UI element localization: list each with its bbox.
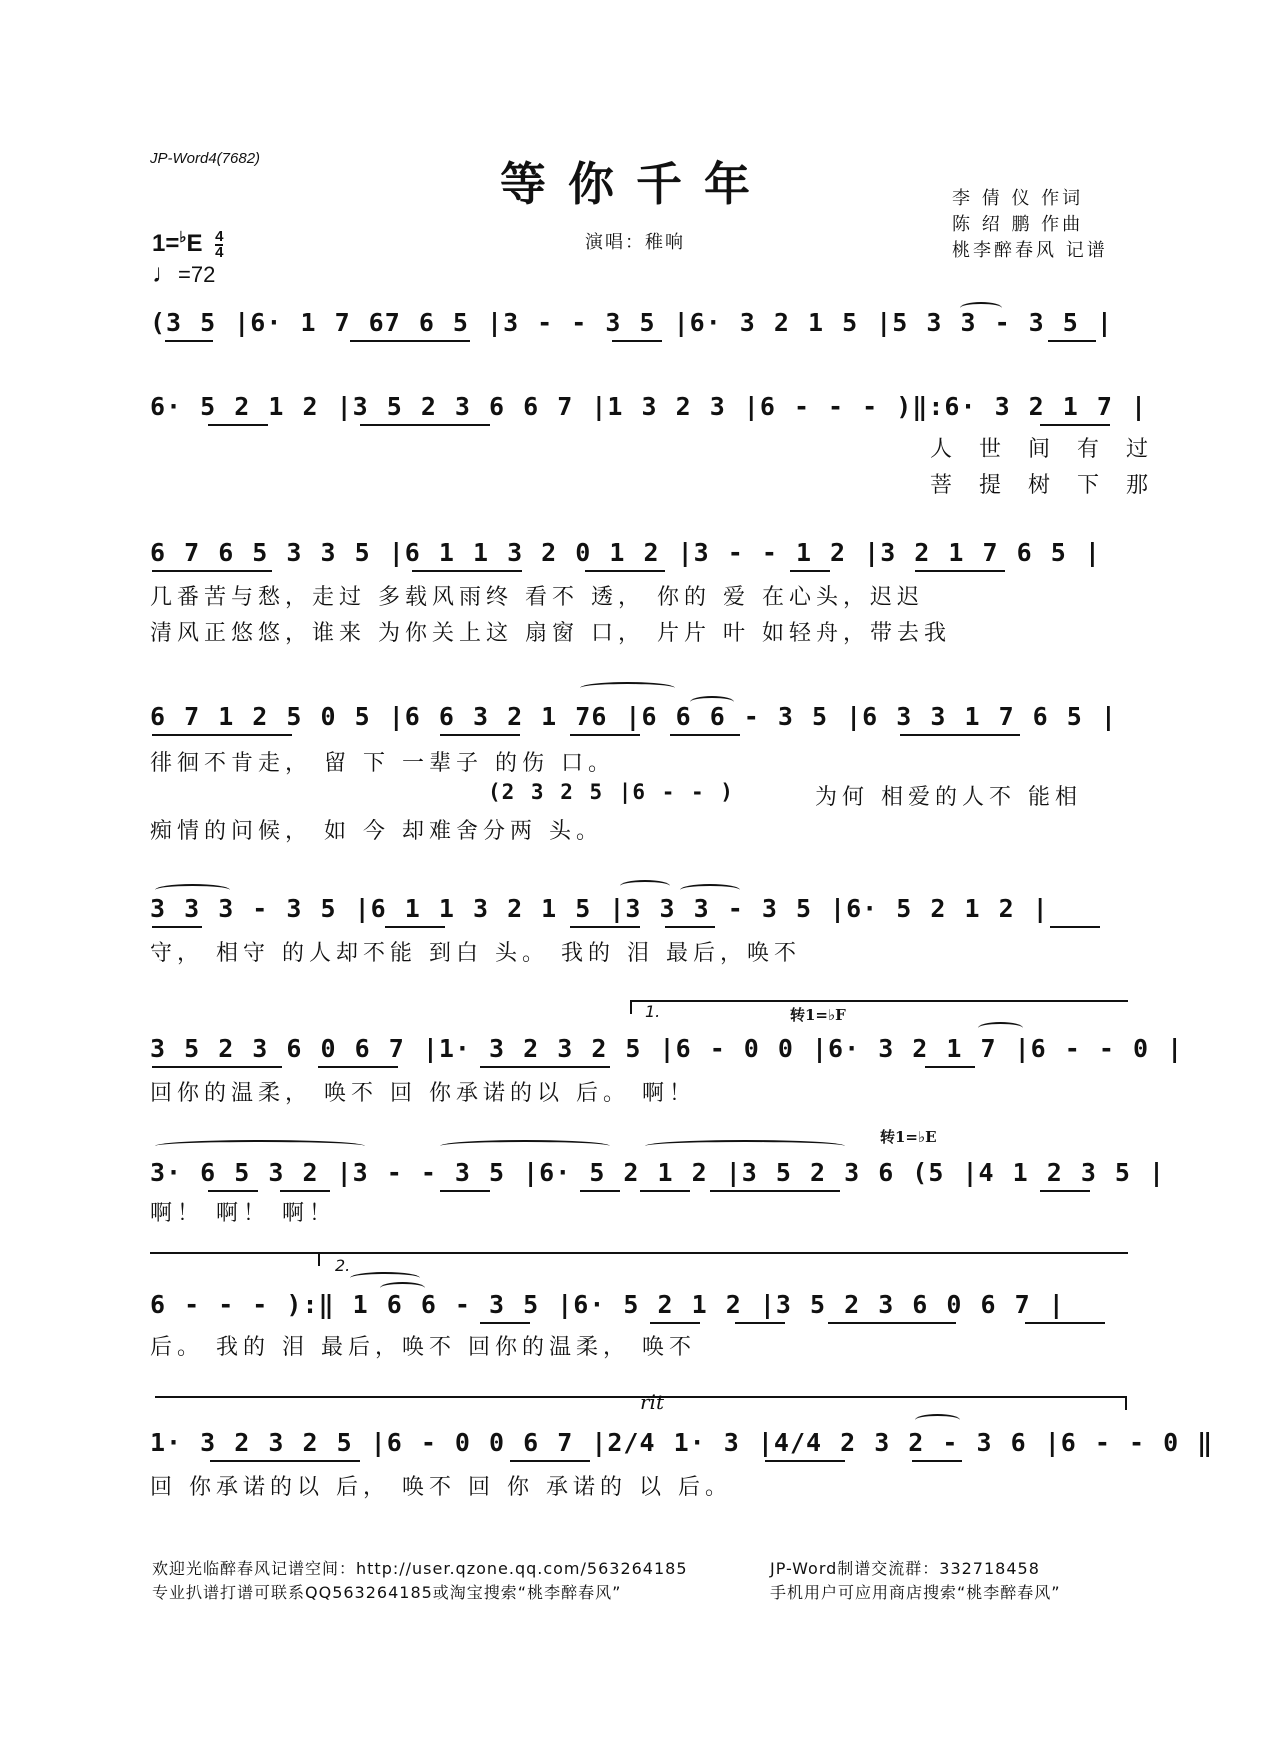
credits-block (952, 186, 1108, 264)
key-signature: 1=♭E $\frac{4}{4}$ (152, 227, 224, 261)
footer-left-line-1: 欢迎光临醉春风记谱空间：http://user.qzone.qq.com/563264185 (152, 1559, 688, 1578)
song-title: 等你千年 (500, 157, 772, 211)
lyric-line-3-verse-1: 几番苦与愁，走过 多载风雨终 看不 透， 你的 爱 在心头，迟迟 (150, 585, 924, 610)
score-line-6: 3 5 2 3 6 0 6 7 |1· 3 2 3 2 5 |6 - 0 0 |6· 3 2 1 7 |6 - - 0 | (150, 1034, 1184, 1063)
lyric-line-7: 啊！ 啊！ 啊！ (150, 1201, 336, 1226)
score-line-1: (3 5 |6· 1 7 67 6 5 |3 - - 3 5 |6· 3 2 1 5 |5 3 3 - 3 5 | (150, 308, 1113, 337)
lyric-line-4-verse-2: 痴情的问候， 如 今 却难舍分两 头。 (150, 819, 603, 844)
lyricist-credit: 李 倩 仪 作词 (952, 188, 1084, 209)
lyric-line-3-verse-2: 清风正悠悠，谁来 为你关上这 扇窗 口， 片片 叶 如轻舟，带去我 (150, 621, 951, 646)
lyric-line-8: 后。 我的 泪 最后，唤不 回你的温柔， 唤不 (150, 1335, 696, 1360)
tempo-marking: ♩=72 (152, 258, 216, 288)
footer-right-line-1: JP-Word制谱交流群：332718458 (770, 1559, 1040, 1578)
software-version: JP-Word4(7682) (150, 150, 261, 167)
lyric-line-5: 守， 相守 的人却不能 到白 头。 我的 泪 最后，唤不 (150, 941, 801, 966)
key-change-e: 转1=♭E (880, 1128, 937, 1146)
lyric-line-6: 回你的温柔， 唤不 回 你承诺的以 后。 啊！ (150, 1081, 696, 1106)
ritardando-marking: rit (640, 1390, 664, 1414)
footer-right-line-2: 手机用户可应用商店搜索“桃李醉春风” (770, 1583, 1061, 1602)
lyric-line-4-bridge: 为何 相爱的人不 能相 (815, 785, 1082, 810)
score-line-9: 1· 3 2 3 2 5 |6 - 0 0 6 7 |2/4 1· 3 |4/4 2 3 2 - 3 6 |6 - - 0 ‖ (150, 1428, 1214, 1457)
score-line-7: 3· 6 5 3 2 |3 - - 3 5 |6· 5 2 1 2 |3 5 2 3 6 (5 |4 1 2 3 5 | (150, 1158, 1166, 1187)
score-line-4-interlude: (2 3 2 5 |6 - - ) (488, 780, 734, 804)
volta-first-ending: 1. (645, 1002, 661, 1021)
lyric-line-2-verse-1: 人 世 间 有 过 (930, 437, 1158, 462)
volta-second-ending: 2. (335, 1256, 351, 1275)
transcriber-credit: 桃李醉春风 记谱 (952, 240, 1108, 261)
quarter-note-icon: ♩ (152, 258, 178, 288)
time-signature: $\frac{4}{4}$ (215, 227, 224, 261)
lyric-line-9: 回 你承诺的以 后， 唤不 回 你 承诺的 以 后。 (150, 1475, 732, 1500)
score-line-2: 6· 5 2 1 2 |3 5 2 3 6 6 7 |1 3 2 3 |6 - - - )‖:6· 3 2 1 7 | (150, 392, 1148, 421)
score-line-3: 6 7 6 5 3 3 5 |6 1 1 3 2 0 1 2 |3 - - 1 2 |3 2 1 7 6 5 | (150, 538, 1101, 567)
singer-credit: 演唱：稚响 (585, 232, 685, 253)
key-change-f: 转1=♭F (790, 1006, 846, 1024)
score-line-8: 6 - - - ):‖ 1 6 6 - 3 5 |6· 5 2 1 2 |3 5 2 3 6 0 6 7 | (150, 1290, 1065, 1319)
lyric-line-2-verse-2: 菩 提 树 下 那 (930, 473, 1158, 498)
score-line-5: 3 3 3 - 3 5 |6 1 1 3 2 1 5 |3 3 3 - 3 5 |6· 5 2 1 2 | (150, 894, 1049, 923)
lyric-line-4-verse-1: 徘徊不肯走， 留 下 一辈子 的伤 口。 (150, 751, 615, 776)
score-line-4: 6 7 1 2 5 0 5 |6 6 3 2 1 76 |6 6 6 - 3 5 |6 3 3 1 7 6 5 | (150, 702, 1117, 731)
footer-left-line-2: 专业扒谱打谱可联系QQ563264185或淘宝搜索“桃李醉春风” (152, 1583, 622, 1602)
composer-credit: 陈 绍 鹏 作曲 (952, 214, 1084, 235)
